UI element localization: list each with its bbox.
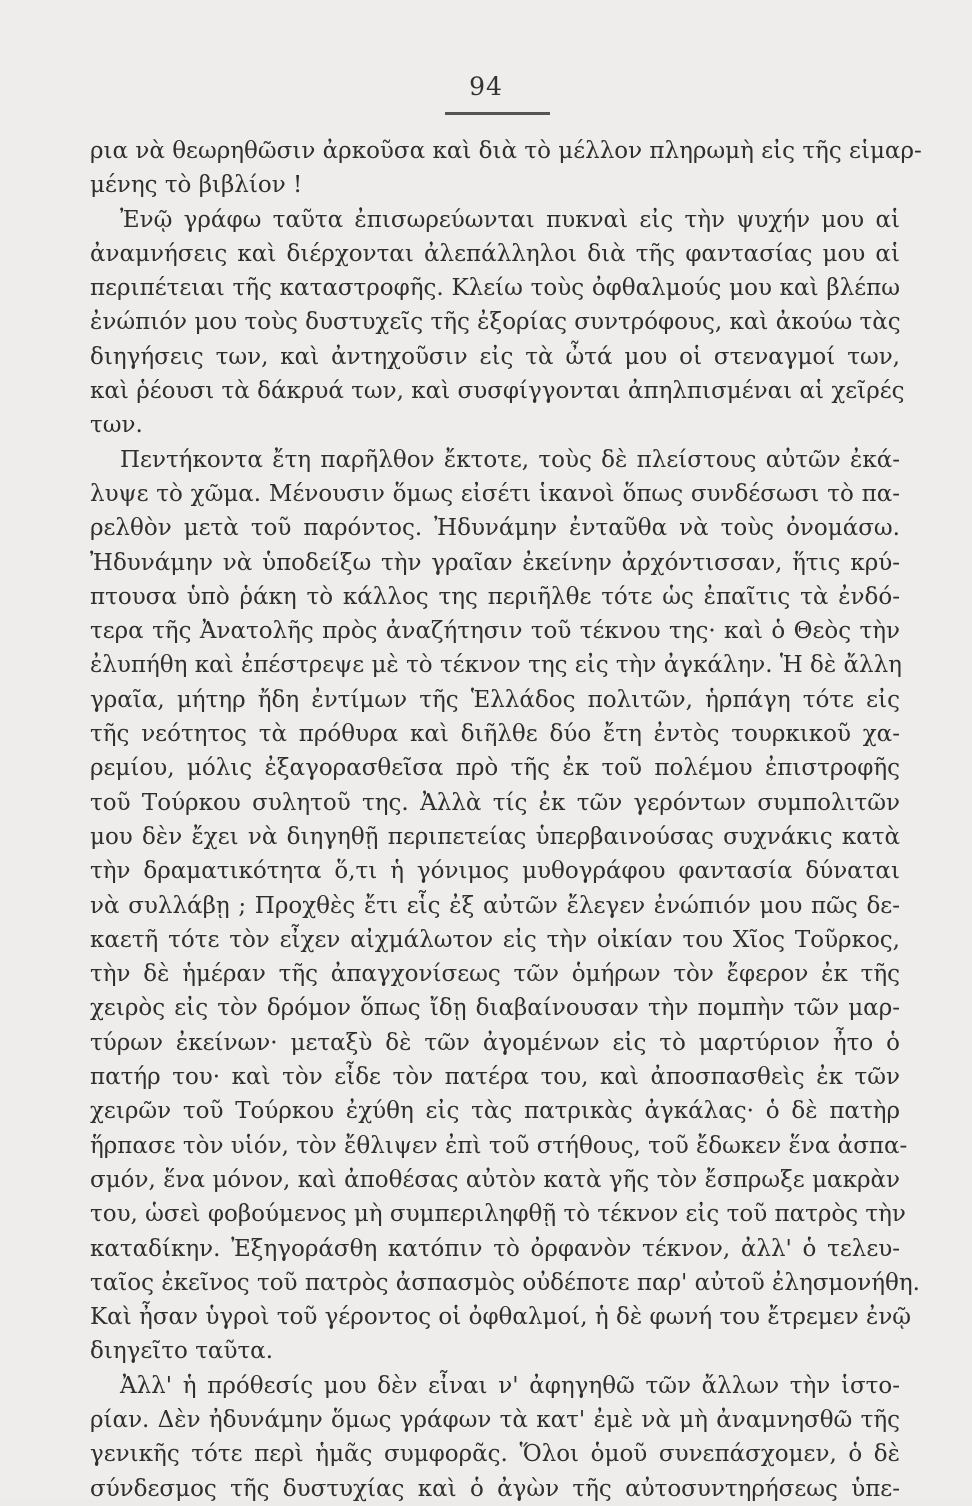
text-line: τὴν δραματικότητα ὅ,τι ἡ γόνιμος μυθογράφου φαντασία δύναται	[90, 858, 900, 885]
text-line: Καὶ ἦσαν ὑγροὶ τοῦ γέροντος οἱ ὀφθαλμοί, ἡ δὲ φωνή του ἔτρεμεν ἐνῷ	[90, 1304, 912, 1331]
text-line: περιπέτειαι τῆς καταστροφῆς. Κλείω τοὺς ὀφθαλμούς μου καὶ βλέπω	[90, 275, 900, 302]
text-line: ἐλυπήθη καὶ ἐπέστρεψε μὲ τὸ τέκνον της εἰς τὴν ἀγκάλην. Ἡ δὲ ἄλλη	[90, 652, 902, 679]
text-line: μένης τὸ βιβλίον !	[90, 172, 303, 199]
text-line: ρια νὰ θεωρηθῶσιν ἀρκοῦσα καὶ διὰ τὸ μέλλον πληρωμὴ εἰς τῆς εἱμαρ-	[90, 138, 922, 164]
text-line: τὴν δὲ ἡμέραν τῆς ἀπαγχονίσεως τῶν ὁμήρων τὸν ἔφερον ἐκ τῆς	[90, 961, 900, 988]
text-line: διηγεῖτο ταῦτα.	[90, 1338, 274, 1365]
text-line: χειρὸς εἰς τὸν δρόμον ὅπως ἴδῃ διαβαίνουσαν τὴν πομπὴν τῶν μαρ-	[90, 995, 900, 1022]
text-line: ἀναμνήσεις καὶ διέρχονται ἀλεπάλληλοι διὰ τῆς φαντασίας μου αἱ	[90, 240, 900, 267]
text-line: σύνδεσμος τῆς δυστυχίας καὶ ὁ ἀγὼν τῆς αὐτοσυντηρήσεως ὑπε-	[90, 1475, 900, 1502]
text-line: ἥρπασε τὸν υἱόν, τὸν ἔθλιψεν ἐπὶ τοῦ στήθους, τοῦ ἔδωκεν ἕνα ἀσπα-	[90, 1132, 908, 1159]
text-line: ρεμίου, μόλις ἐξαγορασθεῖσα πρὸ τῆς ἐκ τοῦ πολέμου ἐπιστροφῆς	[90, 755, 900, 782]
text-line: πτουσα ὑπὸ ῥάκη τὸ κάλλος της περιῆλθε τότε ὡς ἐπαῖτις τὰ ἐνδό-	[90, 583, 900, 610]
text-line: καὶ ῥέουσι τὰ δάκρυά των, καὶ συσφίγγονται ἀπηλπισμέναι αἱ χεῖρές	[90, 378, 905, 405]
text-line: Ἠδυνάμην νὰ ὑποδείξω τὴν γραῖαν ἐκείνην ἀρχόντισσαν, ἥτις κρύ-	[90, 549, 900, 576]
text-line: σμόν, ἕνα μόνον, καὶ ἀποθέσας αὐτὸν κατὰ γῆς τὸν ἔσπρωξε μακρὰν	[90, 1166, 900, 1193]
text-line: γενικῆς τότε περὶ ἡμᾶς συμφορᾶς. Ὅλοι ὁμοῦ συνεπάσχομεν, ὁ δὲ	[90, 1441, 900, 1468]
text-line: μου δὲν ἔχει νὰ διηγηθῇ περιπετείας ὑπερβαινούσας συχνάκις κατὰ	[90, 823, 900, 850]
text-line: χειρῶν τοῦ Τούρκου ἐχύθη εἰς τὰς πατρικὰς ἀγκάλας· ὁ δὲ πατὴρ	[90, 1098, 900, 1125]
text-line: καταδίκην. Ἐξηγοράσθη κατόπιν τὸ ὀρφανὸν τέκνον, ἀλλ' ὁ τελευ-	[90, 1235, 900, 1262]
text-line: τύρων ἐκείνων· μεταξὺ δὲ τῶν ἀγομένων εἰς τὸ μαρτύριον ἦτο ὁ	[90, 1029, 900, 1056]
text-line: ρελθὸν μετὰ τοῦ παρόντος. Ἠδυνάμην ἐνταῦθα νὰ τοὺς ὀνομάσω.	[90, 515, 900, 542]
text-line: Ἐνῷ γράφω ταῦτα ἐπισωρεύωνται πυκναὶ εἰς τὴν ψυχήν μου αἱ	[120, 206, 900, 233]
page-number-rule	[445, 112, 550, 115]
text-line: πατήρ του· καὶ τὸν εἶδε τὸν πατέρα του, καὶ ἀποσπασθεὶς ἐκ τῶν	[90, 1064, 900, 1091]
text-line: Ἀλλ' ἡ πρόθεσίς μου δὲν εἶναι ν' ἀφηγηθῶ τῶν ἄλλων τὴν ἱστο-	[120, 1372, 900, 1399]
text-line: ταῖος ἐκεῖνος τοῦ πατρὸς ἀσπασμὸς οὐδέποτε παρ' αὐτοῦ ἐλησμονήθη.	[90, 1269, 920, 1296]
text-line: λυψε τὸ χῶμα. Μένουσιν ὅμως εἰσέτι ἱκανοὶ ὅπως συνδέσωσι τὸ πα-	[90, 480, 900, 507]
text-line: ρίαν. Δὲν ἠδυνάμην ὅμως γράφων τὰ κατ' ἐμὲ νὰ μὴ ἀναμνησθῶ τῆς	[90, 1406, 900, 1433]
text-line: τῆς νεότητος τὰ πρόθυρα καὶ διῆλθε δύο ἔτη ἐντὸς τουρκικοῦ χα-	[90, 721, 900, 748]
text-line: Πεντήκοντα ἔτη παρῆλθον ἔκτοτε, τοὺς δὲ πλείστους αὐτῶν ἐκά-	[120, 446, 900, 473]
text-line: τερα τῆς Ἀνατολῆς πρὸς ἀναζήτησιν τοῦ τέκνου της· καὶ ὁ Θεὸς τὴν	[90, 618, 900, 645]
text-line: καετῆ τότε τὸν εἶχεν αἰχμάλωτον εἰς τὴν οἰκίαν του Χῖος Τοῦρκος,	[90, 926, 900, 953]
page-number: 94	[469, 72, 503, 101]
text-line: των.	[90, 412, 143, 439]
text-line: νὰ συλλάβῃ ; Προχθὲς ἔτι εἷς ἐξ αὐτῶν ἔλεγεν ἐνώπιόν μου πῶς δε-	[90, 892, 900, 919]
text-line: ἐνώπιόν μου τοὺς δυστυχεῖς τῆς ἐξορίας συντρόφους, καὶ ἀκούω τὰς	[90, 309, 901, 336]
body-text	[90, 134, 922, 1506]
text-line: του, ὡσεὶ φοβούμενος μὴ συμπεριληφθῇ τὸ τέκνον εἰς τοῦ πατρὸς τὴν	[90, 1201, 906, 1228]
text-line: γραῖα, μήτηρ ἤδη ἐντίμων τῆς Ἑλλάδος πολιτῶν, ἡρπάγη τότε εἰς	[90, 686, 900, 713]
text-line: διηγήσεις των, καὶ ἀντηχοῦσιν εἰς τὰ ὦτά μου οἱ στεναγμοί των,	[90, 343, 900, 370]
text-line: τοῦ Τούρκου συλητοῦ της. Ἀλλὰ τίς ἐκ τῶν γερόντων συμπολιτῶν	[90, 789, 900, 816]
